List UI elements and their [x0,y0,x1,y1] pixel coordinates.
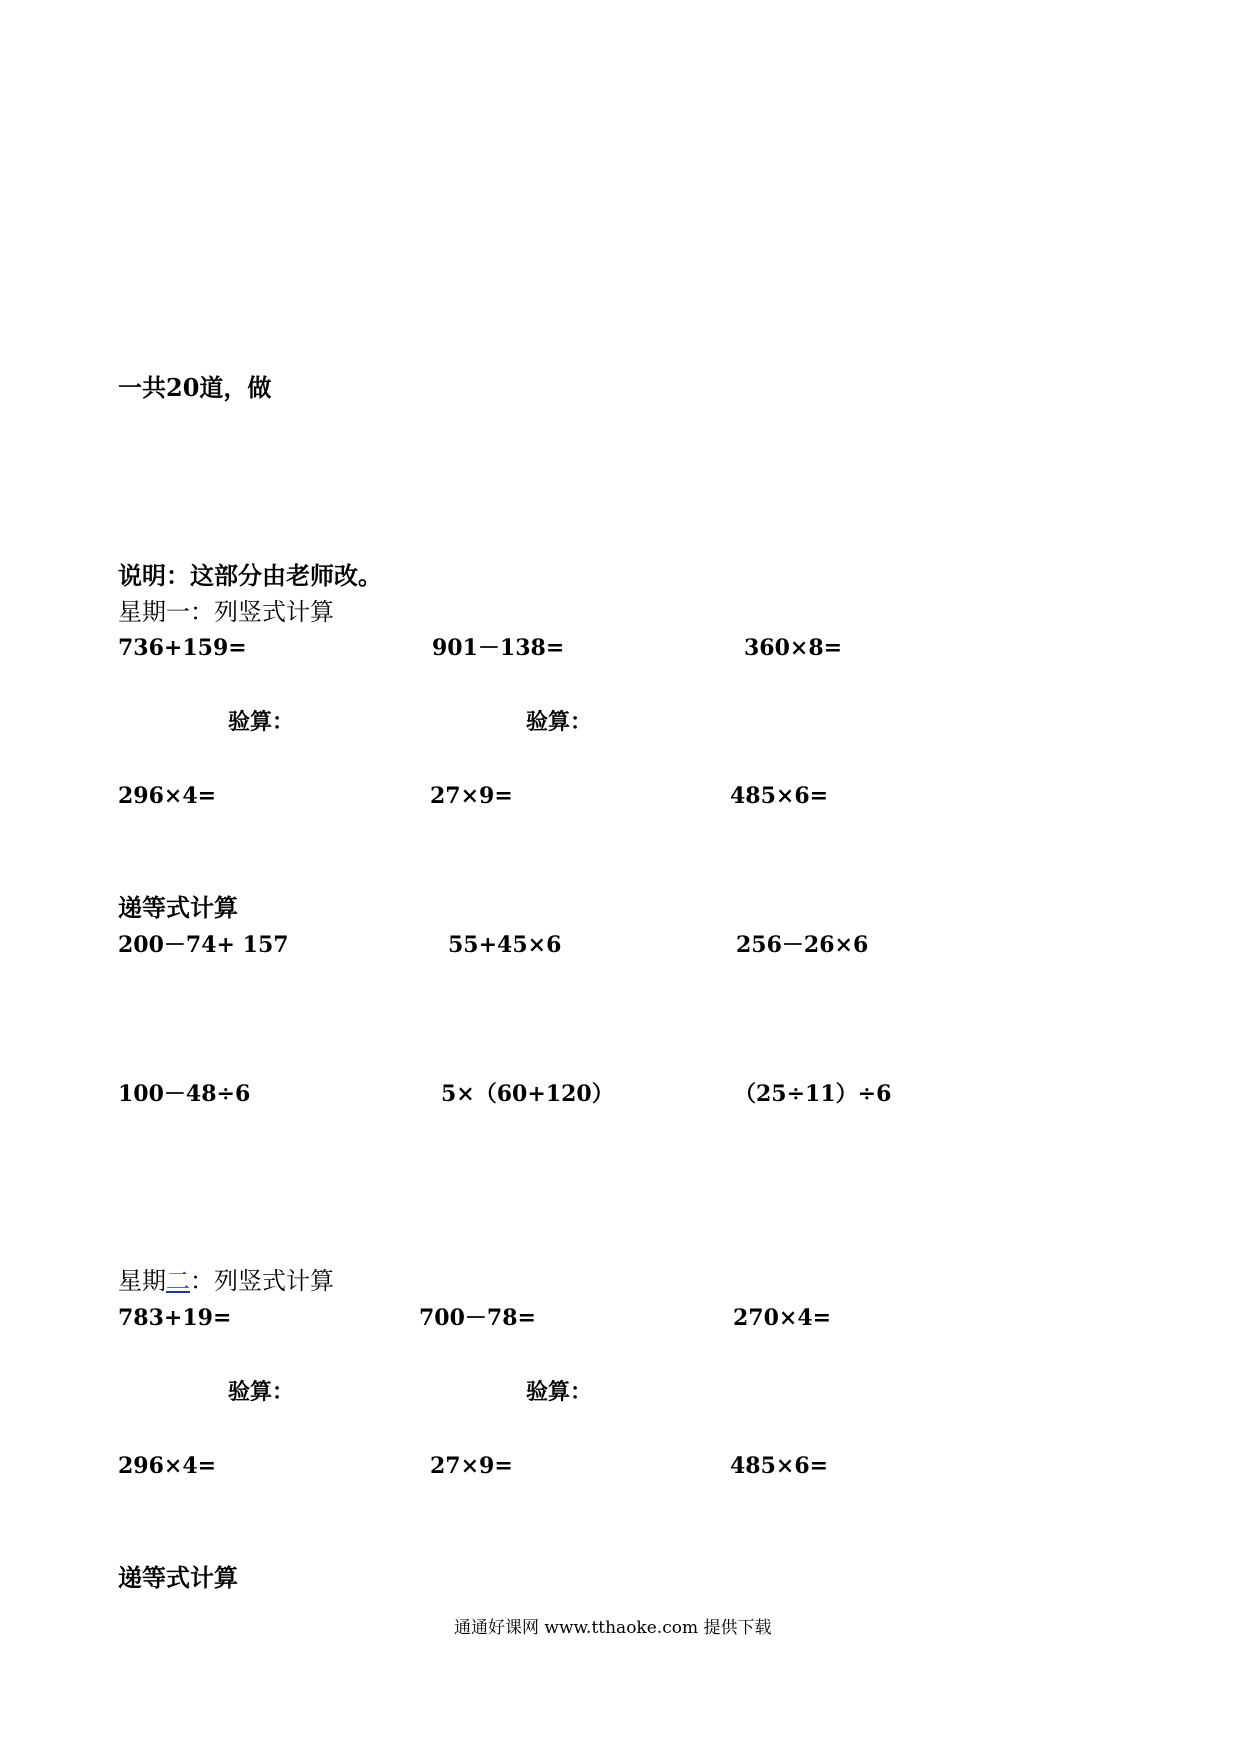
section1-heading [118,600,334,624]
section1-subheading: 递等式计算 [118,893,238,922]
section2-heading-day-link[interactable]: 二 [166,1267,190,1295]
problem: 485×6= [730,1453,829,1479]
problem: 485×6= [730,783,829,809]
section1-heading-day: 一 [166,598,190,626]
check-label: 验算： [228,1379,295,1405]
check-label: 验算： [526,1379,593,1405]
section2-heading-prefix: 星期 [118,1267,166,1295]
instruction-note: 说明：这部分由老师改。 [118,561,382,590]
problem: 296×4= [118,783,217,809]
section1-heading-prefix: 星期 [118,598,166,626]
problem: 783+19= [118,1305,232,1331]
problem: （25÷11）÷6 [734,1081,892,1107]
problem: 700－78= [419,1305,536,1331]
problem: 55+45×6 [448,932,562,958]
section2-heading [118,1269,334,1293]
problem: 27×9= [430,783,513,809]
page-footer: 通通好课网 www.tthaoke.com 提供下载 [454,1618,772,1638]
problem: 270×4= [733,1305,832,1331]
problem: 27×9= [430,1453,513,1479]
problem: 100－48÷6 [118,1081,251,1107]
problem: 5×（60+120） [441,1081,614,1107]
section1-heading-suffix: ：列竖式计算 [190,598,334,626]
problem: 256－26×6 [736,932,869,958]
problem: 901－138= [432,635,565,661]
problem: 200－74+ 157 [118,932,289,958]
check-label: 验算： [526,709,593,735]
problem: 736+159= [118,635,247,661]
problem: 296×4= [118,1453,217,1479]
section2-subheading: 递等式计算 [118,1563,238,1592]
section2-heading-suffix: ：列竖式计算 [190,1267,334,1295]
intro-text: 一共20道，做 [118,373,272,402]
check-label: 验算： [228,709,295,735]
problem: 360×8= [744,635,843,661]
